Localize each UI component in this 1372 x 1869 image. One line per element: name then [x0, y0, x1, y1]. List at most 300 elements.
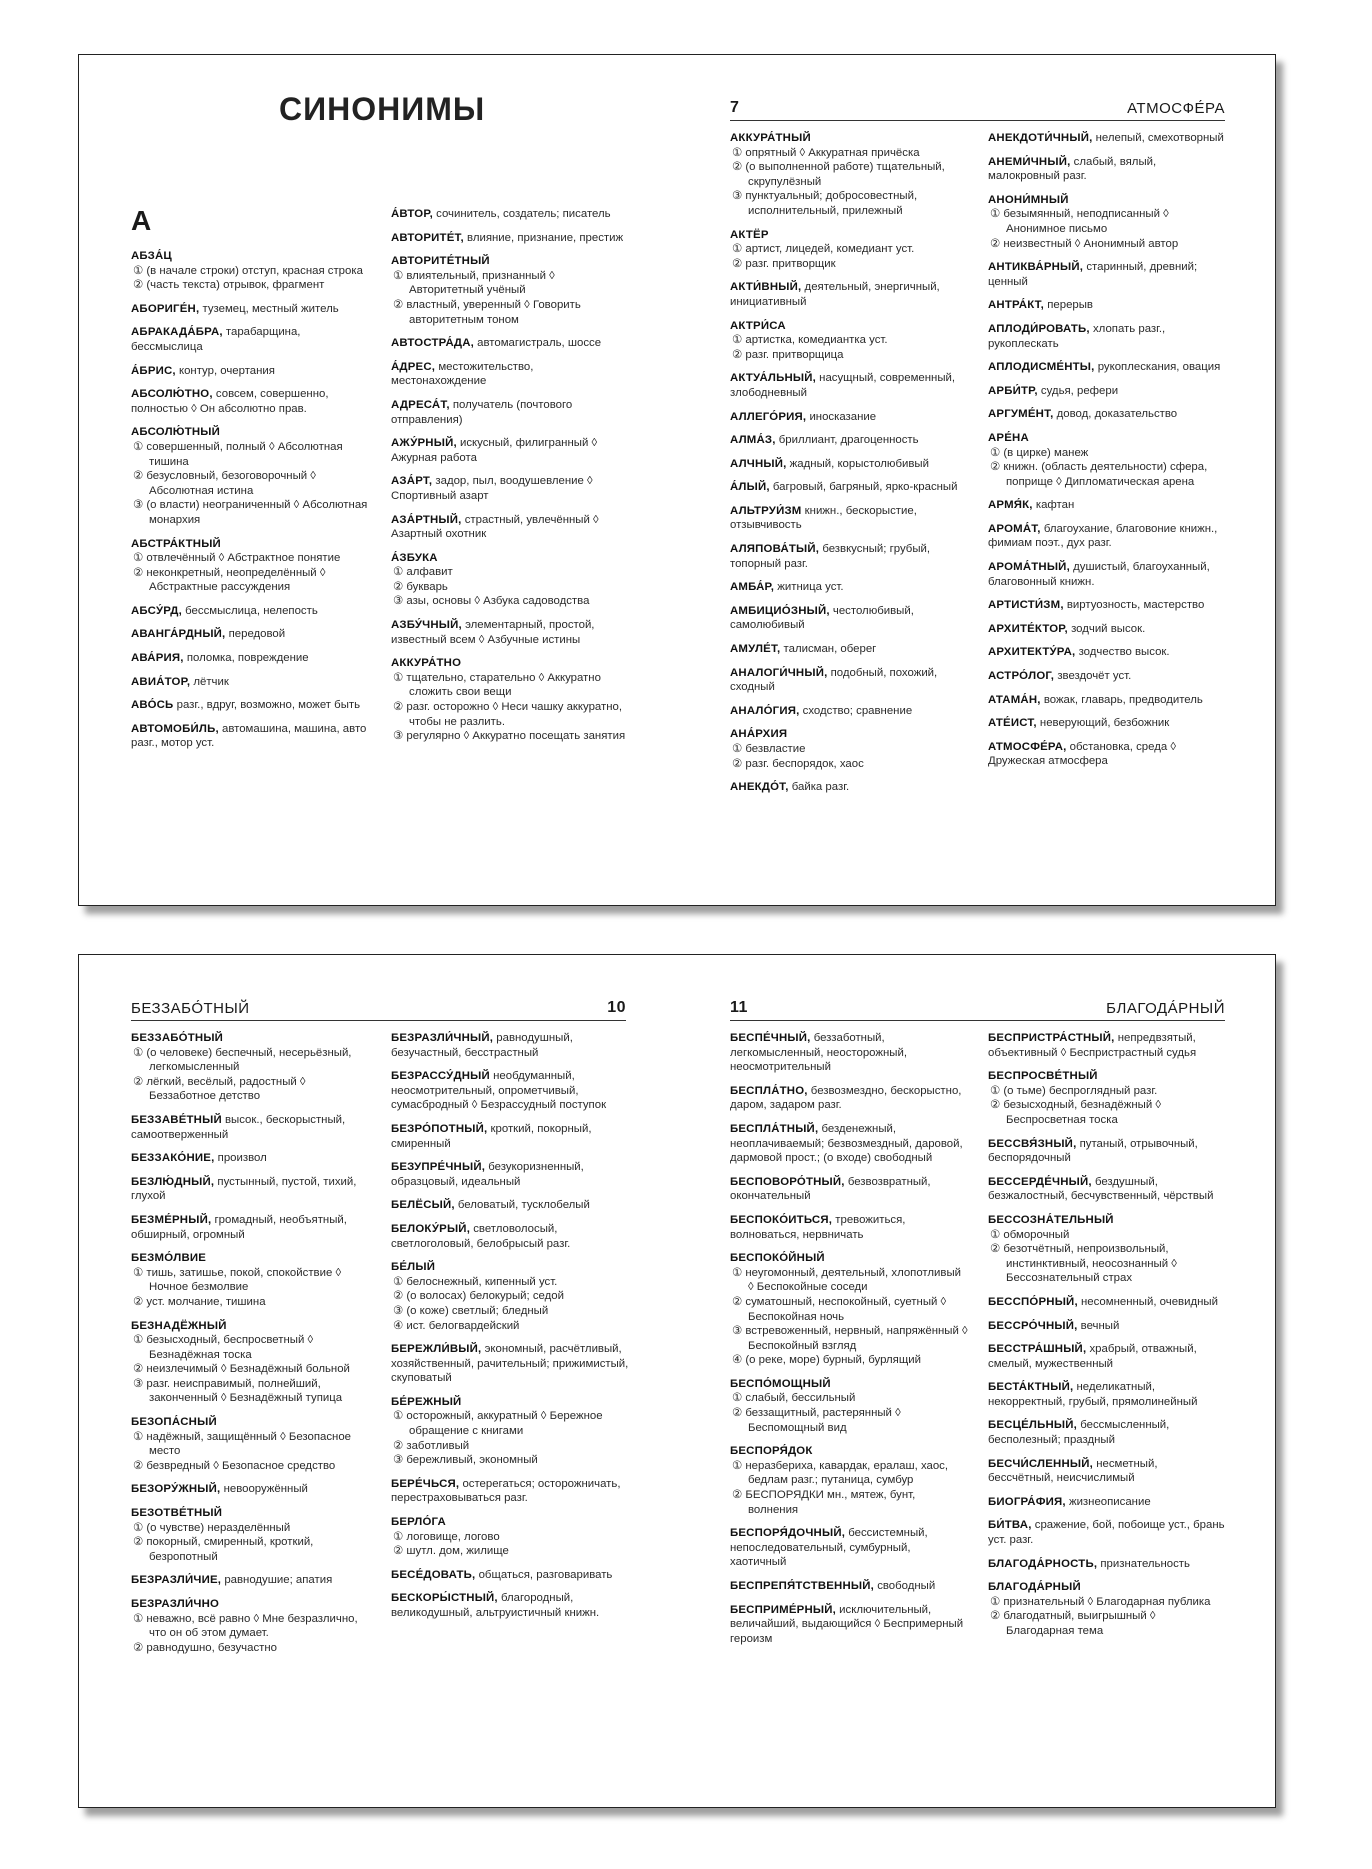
entry-sense: ② разг. осторожно ◊ Неси чашку аккуратно, чтобы не разлить. [393, 701, 623, 728]
dictionary-entry [730, 228, 968, 272]
entry-synonyms: жизнеописание [1068, 1495, 1151, 1508]
dictionary-entry [391, 207, 629, 222]
entry-synonyms: необдуманный, неосмотрительный, опрометчивый, сумасбродный ◊ Безрассудный поступок [391, 1070, 607, 1112]
entry-headword: АВТОРИТЕ́ТНЫЙ [391, 255, 490, 268]
dictionary-entry [391, 1160, 629, 1189]
entry-synonyms: высок., бескорыстный, самоотверженный [131, 1113, 346, 1141]
entry-sense: ① тщательно, старательно ◊ Аккуратно сложить свои вещи [393, 671, 601, 699]
dictionary-entry [391, 1395, 629, 1468]
page-left-a [79, 55, 678, 905]
dictionary-entry [730, 410, 968, 425]
dictionary-entry [391, 1591, 629, 1620]
entry-headword: АСТРО́ЛОГ, [988, 670, 1055, 683]
dictionary-entry [988, 622, 1226, 637]
dictionary-entry [391, 656, 629, 744]
dictionary-entry [730, 131, 968, 219]
dictionary-entry [988, 260, 1226, 289]
entry-synonyms: безвозвратный, окончательный [730, 1175, 931, 1203]
dictionary-entry [391, 254, 629, 327]
dictionary-entry [391, 1122, 629, 1151]
entry-headword: АРТИСТИ́ЗМ, [988, 599, 1064, 612]
entry-headword: АНТРА́КТ, [988, 299, 1045, 312]
entry-headword: БЕЗНАДЁЖНЫЙ [131, 1319, 227, 1332]
entry-headword: АКТУА́ЛЬНЫЙ, [730, 372, 816, 385]
entry-headword: АМУЛЕ́Т, [730, 643, 781, 656]
dictionary-entry [131, 1482, 369, 1497]
entry-headword: АРЕ́НА [988, 431, 1029, 444]
dictionary-entry [730, 1175, 968, 1204]
entry-synonyms: контур, очертания [178, 364, 275, 377]
entry-headword: БЕСКОРЫ́СТНЫЙ, [391, 1592, 498, 1605]
entry-headword: АНА́РХИЯ [730, 728, 788, 741]
entry-synonyms: равнодушие; апатия [224, 1574, 333, 1587]
dictionary-entry [988, 131, 1226, 146]
dictionary-entry [988, 1557, 1226, 1572]
entry-sense: ③ встревоженный, нервный, напряжённый ◊ Беспокойный взгляд [732, 1325, 968, 1352]
dictionary-entry [391, 1515, 629, 1559]
entry-sense: ① (о человеке) беспечный, несерьёзный, легкомысленный [133, 1046, 352, 1074]
entry-synonyms: насущный, современный, злободневный [730, 372, 956, 399]
entry-headword: АККУРА́ТНО [391, 657, 462, 670]
dictionary-entry [730, 1031, 968, 1075]
entry-sense: ① неважно, всё равно ◊ Мне безразлично, что он об этом думает. [133, 1612, 358, 1640]
dictionary-entry [988, 193, 1226, 251]
entry-headword: А́ВТОР, [391, 208, 433, 220]
dictionary-entry [131, 325, 369, 354]
dictionary-entry [391, 551, 629, 609]
entry-synonyms: иносказание [809, 410, 877, 423]
dictionary-entry [131, 604, 369, 619]
entry-sense: ② безотчётный, непроизвольный, инстинктивный, неосознанный ◊ Бессознательный страх [990, 1243, 1177, 1285]
entry-synonyms: безукоризненный, образцовый, идеальный [391, 1161, 584, 1188]
dictionary-entry [988, 298, 1226, 313]
dictionary-entry [988, 1319, 1226, 1334]
entry-headword: БЕЗОТВЕ́ТНЫЙ [131, 1507, 223, 1520]
dictionary-entry [391, 1342, 629, 1386]
dictionary-entry [730, 457, 968, 472]
entry-sense: ① логовище, логово [393, 1530, 500, 1543]
running-head-word: АТМОСФЕ́РА [1127, 100, 1225, 117]
entry-headword: БЕССЕРДЕ́ЧНЫЙ, [988, 1175, 1092, 1188]
dictionary-entry [391, 1260, 629, 1333]
dictionary-entry [131, 387, 369, 416]
dictionary-entry [988, 407, 1226, 422]
entry-sense: ② безусловный, безоговорочный ◊ Абсолютная истина [133, 470, 316, 497]
entry-synonyms: книжн., бескорыстие, отзывчивость [730, 504, 917, 532]
entry-headword: АРОМА́Т, [988, 522, 1041, 535]
entry-headword: АЗА́РТНЫЙ, [391, 513, 462, 526]
entry-synonyms: влияние, признание, престиж [467, 231, 624, 244]
entry-synonyms: произвол [217, 1152, 267, 1165]
entry-headword: БЕ́ЛЫЙ [391, 1261, 436, 1274]
entry-headword: АВТОМОБИ́ЛЬ, [131, 722, 219, 735]
entry-headword: АНТИКВА́РНЫЙ, [988, 261, 1084, 274]
entry-synonyms: тревожиться, волноваться, нервничать [730, 1213, 906, 1241]
entry-headword: АРОМА́ТНЫЙ, [988, 561, 1070, 574]
entry-headword: АВА́РИЯ, [131, 652, 184, 665]
entry-synonyms: храбрый, отважный, смелый, мужественный [988, 1343, 1197, 1370]
entry-synonyms: байка разг. [791, 781, 850, 794]
entry-synonyms: кроткий, покорный, смиренный [391, 1122, 592, 1150]
dictionary-entry [131, 364, 369, 379]
entry-sense: ② (о волосах) белокурый; седой [393, 1290, 564, 1303]
entry-headword: АТЕ́ИСТ, [988, 717, 1037, 730]
entry-synonyms: лётчик [193, 675, 229, 688]
entry-synonyms: искусный, филигранный ◊ Ажурная работа [391, 437, 598, 464]
entry-headword: БЕЗРАЗЛИ́ЧНЫЙ, [391, 1032, 494, 1044]
entry-list [391, 1031, 629, 1621]
entry-headword: БЕСПОРЯ́ДОЧНЫЙ, [730, 1527, 846, 1540]
dictionary-entry [131, 1031, 369, 1104]
entry-synonyms: общаться, разговаривать [478, 1568, 613, 1581]
entry-sense: ① (в цирке) манеж [990, 446, 1089, 459]
entry-headword: БЕЗЗАКО́НИЕ, [131, 1152, 215, 1165]
entry-headword: БЛАГОДА́РНЫЙ [988, 1581, 1081, 1594]
page-number: 10 [607, 999, 626, 1016]
entry-sense: ② заботливый [393, 1439, 470, 1452]
dictionary-entry [730, 542, 968, 571]
entry-sense: ③ (о власти) неограниченный ◊ Абсолютная монархия [133, 499, 368, 526]
entry-sense: ③ пунктуальный; добросовестный, исполнительный, прилежный [732, 190, 918, 217]
dictionary-entry [988, 322, 1226, 351]
entry-synonyms: талисман, оберег [783, 643, 877, 656]
dictionary-entry [730, 1084, 968, 1113]
entry-headword: БЕЗОПА́СНЫЙ [131, 1416, 217, 1429]
entry-list [131, 1031, 369, 1655]
entry-headword: БЕЗЗАБО́ТНЫЙ [131, 1032, 224, 1044]
entry-headword: АНАЛО́ГИЯ, [730, 704, 800, 717]
entry-synonyms: старинный, древний; ценный [988, 261, 1198, 288]
entry-synonyms: обстановка, среда ◊ Дружеская атмосфера [988, 740, 1176, 768]
page-right-a [678, 55, 1276, 905]
dictionary-entry [131, 1175, 369, 1204]
entry-synonyms: виртуозность, мастерство [1066, 599, 1205, 612]
dictionary-entry [988, 360, 1226, 375]
entry-sense: ① артист, лицедей, комедиант уст. [732, 243, 915, 256]
entry-headword: АРБИ́ТР, [988, 384, 1038, 397]
entry-sense: ① (о тьме) беспроглядный разг. [990, 1084, 1158, 1097]
entry-synonyms: безвозмездно, бескорыстно, даром, задаром разг. [730, 1084, 962, 1112]
entry-sense: ① влиятельный, признанный ◊ Авторитетный учёный [393, 269, 555, 297]
dictionary-entry [988, 1175, 1226, 1204]
entry-headword: АБСОЛЮ́ТНЫЙ [131, 426, 221, 439]
entry-synonyms: бессмысленный, бесполезный; праздный [988, 1419, 1170, 1447]
entry-synonyms: беловатый, тусклобелый [457, 1199, 590, 1212]
dictionary-entry [730, 1213, 968, 1242]
dictionary-entry [131, 302, 369, 317]
entry-synonyms: рукоплескания, овация [1097, 361, 1221, 374]
entry-sense: ④ ист. белогвардейский [393, 1319, 520, 1332]
entry-headword: БЕЗМО́ЛВИЕ [131, 1252, 207, 1265]
entry-list [988, 131, 1226, 769]
dictionary-entry [988, 155, 1226, 184]
dictionary-entry [988, 716, 1226, 731]
entry-list [131, 249, 369, 751]
entry-headword: АТМОСФЕ́РА, [988, 740, 1067, 753]
entry-list [730, 131, 968, 795]
entry-sense: ② разг. притворщик [732, 257, 836, 270]
entry-headword: АЛЛЕГО́РИЯ, [730, 410, 807, 423]
entry-headword: АККУРА́ТНЫЙ [730, 132, 811, 144]
column-2 [988, 131, 1226, 778]
dictionary-spread-a [78, 54, 1276, 906]
dictionary-entry [988, 1418, 1226, 1447]
entry-headword: АЛМА́З, [730, 434, 776, 447]
entry-synonyms: сражение, бой, побоище уст., брань уст. разг. [988, 1519, 1225, 1547]
entry-synonyms: подобный, похожий, сходный [730, 666, 938, 694]
dictionary-entry [988, 740, 1226, 769]
entry-headword: БЕСПОВОРО́ТНЫЙ, [730, 1175, 845, 1188]
entry-synonyms: деятельный, энергичный, инициативный [730, 281, 940, 308]
entry-headword: АБСТРА́КТНЫЙ [131, 537, 221, 550]
entry-sense: ① безвластие [732, 743, 806, 755]
entry-headword: БЕСПЛА́ТНО, [730, 1084, 808, 1097]
entry-synonyms: светловолосый, светлоголовый, белобрысый разг. [391, 1222, 571, 1250]
entry-sense: ② властный, уверенный ◊ Говорить авторитетным тоном [393, 298, 581, 326]
entry-headword: БЕСПРЕПЯ́ТСТВЕННЫЙ, [730, 1580, 875, 1592]
entry-synonyms: автомашина, машина, авто разг., мотор уст. [131, 722, 367, 750]
entry-sense: ② неизлечимый ◊ Безнадёжный больной [133, 1363, 350, 1376]
entry-synonyms: судья, рефери [1040, 384, 1119, 397]
column-2 [988, 1031, 1226, 1648]
entry-sense: ① алфавит [393, 566, 453, 579]
dictionary-entry [988, 645, 1226, 660]
entry-headword: АВТОРИТЕ́Т, [391, 231, 464, 244]
entry-sense: ② книжн. (область деятельности) сфера, поприще ◊ Дипломатическая арена [990, 461, 1208, 488]
entry-headword: АПЛОДИСМЕ́НТЫ, [988, 361, 1095, 374]
entry-headword: АДРЕСА́Т, [391, 398, 450, 411]
dictionary-entry [988, 1137, 1226, 1166]
dictionary-entry [131, 698, 369, 713]
dictionary-entry [131, 1573, 369, 1588]
entry-headword: АВТОСТРА́ДА, [391, 337, 474, 350]
entry-headword: АНЕКДО́Т, [730, 781, 789, 794]
page-title: СИНОНИМЫ [279, 91, 486, 127]
entry-list [391, 207, 629, 744]
entry-headword: АМБА́Р, [730, 581, 775, 594]
dictionary-entry [730, 1251, 968, 1368]
entry-headword: БЕЗОРУ́ЖНЫЙ, [131, 1483, 221, 1496]
entry-headword: АБРАКАДА́БРА, [131, 326, 223, 339]
dictionary-entry [730, 1377, 968, 1435]
dictionary-entry [988, 384, 1226, 399]
entry-synonyms: хлопать разг., рукоплескать [988, 322, 1166, 350]
column-1 [131, 1031, 369, 1664]
entry-synonyms: равнодушный, безучастный, бесстрастный [391, 1032, 573, 1059]
running-header [131, 993, 626, 1021]
dictionary-entry [730, 604, 968, 633]
entry-headword: БЛАГОДА́РНОСТЬ, [988, 1557, 1098, 1570]
entry-sense: ② неконкретный, неопределённый ◊ Абстрактные рассуждения [133, 566, 326, 594]
dictionary-entry [391, 1069, 629, 1113]
entry-synonyms: благородный, великодушный, альтруистичный книжн. [391, 1592, 600, 1619]
dictionary-entry [131, 651, 369, 666]
dictionary-entry [131, 425, 369, 527]
entry-headword: БЕСПЕ́ЧНЫЙ, [730, 1032, 811, 1044]
page-left-b [79, 955, 678, 1807]
dictionary-entry [988, 669, 1226, 684]
entry-synonyms: багровый, багряный, ярко-красный [772, 481, 958, 494]
entry-headword: АКТЁР [730, 228, 769, 241]
dictionary-entry [131, 722, 369, 751]
dictionary-entry [391, 618, 629, 647]
column-1 [730, 131, 968, 804]
entry-headword: А́ЗБУКА [391, 551, 438, 564]
entry-synonyms: безденежный, неоплачиваемый; безвозмездный, даровой, дармовой прост.; (о входе) свободный [730, 1122, 963, 1165]
entry-sense: ① признательный ◊ Благодарная публика [990, 1595, 1211, 1608]
dictionary-entry [131, 1213, 369, 1242]
entry-sense: ① неразбериха, кавардак, ералаш, хаос, бедлам разг.; путаница, сумбур [732, 1459, 949, 1487]
entry-sense: ② безысходный, безнадёжный ◊ Беспросветная тоска [990, 1099, 1161, 1126]
entry-sense: ② уст. молчание, тишина [133, 1295, 266, 1308]
dictionary-entry [391, 231, 629, 246]
dictionary-entry [131, 1319, 369, 1407]
entry-synonyms: пустынный, пустой, тихий, глухой [131, 1175, 357, 1203]
entry-synonyms: бессистемный, непоследовательный, сумбурный, хаотичный [730, 1527, 928, 1569]
entry-synonyms: вожак, главарь, предводитель [1043, 693, 1203, 706]
entry-sense: ④ (о реке, море) бурный, бурлящий [732, 1354, 921, 1367]
entry-headword: БЕССОЗНА́ТЕЛЬНЫЙ [988, 1213, 1114, 1226]
entry-headword: АЛЧНЫЙ, [730, 457, 787, 470]
entry-headword: АЖУ́РНЫЙ, [391, 437, 457, 450]
entry-sense: ② благодатный, выигрышный ◊ Благодарная тема [990, 1610, 1156, 1637]
dictionary-entry [730, 504, 968, 533]
entry-synonyms: сочинитель, создатель; писатель [436, 208, 611, 220]
dictionary-entry [988, 693, 1226, 708]
entry-headword: БЕСПОКО́ИТЬСЯ, [730, 1213, 833, 1226]
entry-headword: АКТРИ́СА [730, 319, 786, 332]
dictionary-entry [730, 1579, 968, 1594]
page-number: 7 [730, 99, 740, 116]
dictionary-entry [988, 598, 1226, 613]
entry-headword: АВО́СЬ [131, 699, 174, 712]
entry-headword: АЗА́РТ, [391, 475, 433, 488]
entry-headword: АРХИТЕ́КТОР, [988, 622, 1068, 635]
column-2 [391, 207, 629, 753]
entry-headword: АМБИЦИО́ЗНЫЙ, [730, 604, 830, 617]
dictionary-entry [391, 1222, 629, 1251]
entry-synonyms: невооружённый [223, 1483, 308, 1496]
entry-sense: ③ (о коже) светлый; бледный [393, 1304, 549, 1317]
entry-sense: ② беззащитный, растерянный ◊ Беспомощный вид [732, 1407, 901, 1434]
entry-headword: БЕСТА́КТНЫЙ, [988, 1381, 1074, 1394]
entry-sense: ① тишь, затишье, покой, спокойствие ◊ Ночное безмолвие [133, 1266, 342, 1294]
dictionary-entry [391, 1031, 629, 1060]
dictionary-entry [131, 1113, 369, 1142]
entry-sense: ① безысходный, беспросветный ◊ Безнадёжная тоска [133, 1334, 314, 1361]
entry-headword: БЕССВЯ́ЗНЫЙ, [988, 1137, 1077, 1150]
entry-headword: БЕССРО́ЧНЫЙ, [988, 1319, 1078, 1332]
entry-headword: АПЛОДИ́РОВАТЬ, [988, 322, 1090, 335]
entry-synonyms: слабый, вялый, малокровный разг. [988, 155, 1157, 183]
dictionary-entry [730, 1444, 968, 1517]
entry-headword: АРМЯ́К, [988, 499, 1033, 512]
dictionary-entry [391, 398, 629, 427]
entry-headword: АВИА́ТОР, [131, 675, 191, 688]
entry-synonyms: звездочёт уст. [1057, 670, 1132, 683]
entry-synonyms: жадный, корыстолюбивый [789, 457, 929, 470]
entry-headword: БЕЗЗАВЕ́ТНЫЙ [131, 1113, 222, 1126]
dictionary-entry [988, 1457, 1226, 1486]
dictionary-entry [988, 1213, 1226, 1286]
entry-synonyms: поломка, повреждение [186, 652, 309, 665]
entry-headword: АВАНГА́РДНЫЙ, [131, 628, 226, 641]
entry-headword: БЕСЧИ́СЛЕННЫЙ, [988, 1457, 1094, 1470]
entry-sense: ② (часть текста) отрывок, фрагмент [133, 279, 325, 292]
entry-sense: ① отвлечённый ◊ Абстрактное понятие [133, 552, 341, 565]
dictionary-entry [988, 1580, 1226, 1638]
entry-headword: БЕЗРО́ПОТНЫЙ, [391, 1122, 488, 1135]
entry-sense: ② равнодушно, безучастно [133, 1641, 277, 1654]
entry-synonyms: туземец, местный житель [202, 302, 339, 315]
entry-headword: БЕСПРОСВЕ́ТНЫЙ [988, 1070, 1098, 1083]
entry-sense: ① (в начале строки) отступ, красная строка [133, 264, 363, 277]
dictionary-entry [730, 1603, 968, 1647]
entry-headword: АРГУМЕ́НТ, [988, 408, 1054, 421]
entry-sense: ① осторожный, аккуратный ◊ Бережное обращение с книгами [393, 1410, 603, 1438]
dictionary-entry [730, 280, 968, 309]
entry-synonyms: неверующий, безбожник [1039, 717, 1170, 730]
entry-headword: АРХИТЕКТУ́РА, [988, 646, 1076, 659]
entry-headword: БЕЛЁСЫЙ, [391, 1199, 455, 1212]
entry-synonyms: вечный [1080, 1319, 1120, 1332]
column-1 [131, 207, 369, 760]
dictionary-entry [730, 1122, 968, 1166]
dictionary-entry [391, 474, 629, 503]
dictionary-entry [988, 1518, 1226, 1547]
entry-sense: ③ бережливый, экономный [393, 1454, 538, 1467]
entry-synonyms: житница уст. [777, 581, 844, 594]
entry-synonyms: перерыв [1047, 299, 1093, 312]
entry-sense: ① (о чувстве) неразделённый [133, 1521, 291, 1534]
entry-headword: БЕСПОРЯ́ДОК [730, 1445, 813, 1458]
entry-headword: БИОГРА́ФИЯ, [988, 1495, 1066, 1508]
entry-headword: АНЕМИ́ЧНЫЙ, [988, 155, 1071, 168]
entry-headword: АНОНИ́МНЫЙ [988, 193, 1069, 206]
entry-sense: ② суматошный, неспокойный, суетный ◊ Беспокойная ночь [732, 1295, 947, 1323]
entry-headword: БЕСПОКО́ЙНЫЙ [730, 1252, 825, 1265]
dictionary-entry [988, 431, 1226, 489]
dictionary-entry [988, 1031, 1226, 1060]
entry-sense: ② покорный, смиренный, кроткий, безропотный [133, 1536, 314, 1563]
entry-synonyms: честолюбивый, самолюбивый [730, 604, 914, 632]
dictionary-entry [730, 319, 968, 363]
entry-synonyms: громадный, необъятный, обширный, огромный [131, 1213, 347, 1241]
entry-synonyms: задор, пыл, воодушевление ◊ Спортивный азарт [391, 475, 593, 502]
entry-sense: ② неизвестный ◊ Анонимный автор [990, 237, 1179, 250]
entry-headword: АЛЯПОВА́ТЫЙ, [730, 543, 820, 556]
entry-synonyms: остерегаться; осторожничать, перестраховываться разг. [391, 1477, 621, 1505]
dictionary-entry [131, 249, 369, 293]
entry-sense: ① безымянный, неподписанный ◊ Анонимное письмо [990, 208, 1169, 235]
entry-headword: БЕСПРИСТРА́СТНЫЙ, [988, 1032, 1115, 1044]
dictionary-entry [131, 1415, 369, 1473]
entry-headword: А́БРИС, [131, 364, 176, 377]
entry-headword: БЕЗУПРЕ́ЧНЫЙ, [391, 1161, 486, 1174]
dictionary-entry [988, 1495, 1226, 1510]
dictionary-spread-b [78, 954, 1276, 1808]
entry-sense: ① совершенный, полный ◊ Абсолютная тишина [133, 440, 343, 468]
dictionary-entry [391, 513, 629, 542]
entry-headword: БЕСЦЕ́ЛЬНЫЙ, [988, 1419, 1078, 1432]
entry-synonyms: сходство; сравнение [802, 704, 913, 717]
entry-synonyms: безвкусный; грубый, топорный разг. [730, 543, 931, 570]
entry-headword: БЕРЕ́ЧЬСЯ, [391, 1477, 460, 1490]
entry-headword: А́ДРЕС, [391, 360, 436, 373]
entry-sense: ① белоснежный, кипенный уст. [393, 1275, 558, 1288]
entry-synonyms: неделикатный, некорректный, грубый, прямолинейный [988, 1381, 1198, 1408]
entry-synonyms: несметный, бессчётный, неисчислимый [988, 1457, 1158, 1485]
